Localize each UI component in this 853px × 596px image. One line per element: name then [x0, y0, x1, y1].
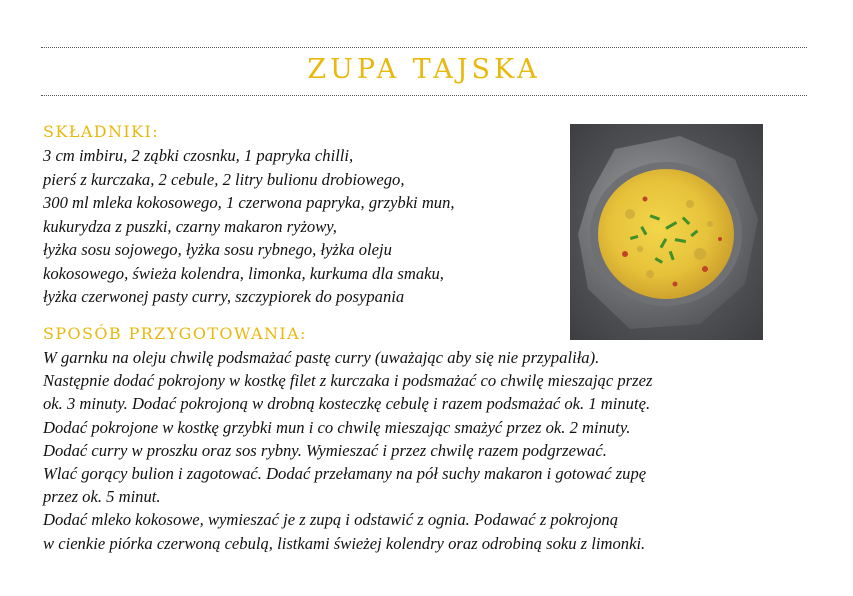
title-divider	[41, 95, 807, 96]
preparation-text	[43, 346, 813, 555]
soup-photo	[570, 124, 763, 340]
preparation-line: Dodać curry w proszku oraz sos rybny. Wymieszać i przez chwilę razem podgrzewać.	[43, 440, 607, 460]
soup-bowl-image	[570, 124, 763, 340]
preparation-line: przez ok. 5 minut.	[43, 487, 161, 507]
preparation-line: Dodać mleko kokosowe, wymieszać je z zupą i odstawić z ognia. Podawać z pokrojoną	[43, 510, 619, 530]
ingredients-line: kukurydza z puszki, czarny makaron ryżowy,	[43, 216, 337, 236]
top-divider	[41, 47, 807, 48]
ingredients-line: pierś z kurczaka, 2 cebule, 2 litry bulionu drobiowego,	[43, 169, 405, 189]
ingredients-line: 3 cm imbiru, 2 ząbki czosnku, 1 papryka chilli,	[43, 146, 354, 165]
ingredients-list	[43, 144, 563, 309]
ingredients-heading: SKŁADNIKI:	[43, 122, 159, 141]
ingredients-line: łyżka czerwonej pasty curry, szczypiorek do posypania	[43, 287, 405, 306]
ingredients-line: kokosowego, świeża kolendra, limonka, kurkuma dla smaku,	[43, 263, 444, 283]
preparation-line: Dodać pokrojone w kostkę grzybki mun i co chwilę mieszając smażyć przez ok. 2 minuty.	[43, 417, 631, 437]
preparation-line: Wlać gorący bulion i zagotować. Dodać przełamany na pół suchy makaron i gotować zupę	[43, 464, 647, 484]
preparation-line: w cienkie piórka czerwoną cebulą, listkami świeżej kolendry oraz odrobiną soku z limonki.	[43, 533, 646, 553]
ingredients-line: 300 ml mleka kokosowego, 1 czerwona papryka, grzybki mun,	[43, 193, 455, 212]
preparation-line: Następnie dodać pokrojony w kostkę filet z kurczaka i podsmażać co chwilę mieszając przez	[43, 371, 653, 391]
preparation-heading: SPOSÓB PRZYGOTOWANIA:	[43, 324, 307, 343]
ingredients-line: łyżka sosu sojowego, łyżka sosu rybnego, łyżka oleju	[43, 240, 392, 259]
page-title: ZUPA TAJSKA	[307, 54, 541, 85]
preparation-line: ok. 3 minuty. Dodać pokrojoną w drobną kosteczkę cebulę i razem podsmażać ok. 1 minutę.	[43, 394, 651, 414]
preparation-line: W garnku na oleju chwilę podsmażać pastę curry (uważając aby się nie przypaliła).	[43, 348, 600, 367]
